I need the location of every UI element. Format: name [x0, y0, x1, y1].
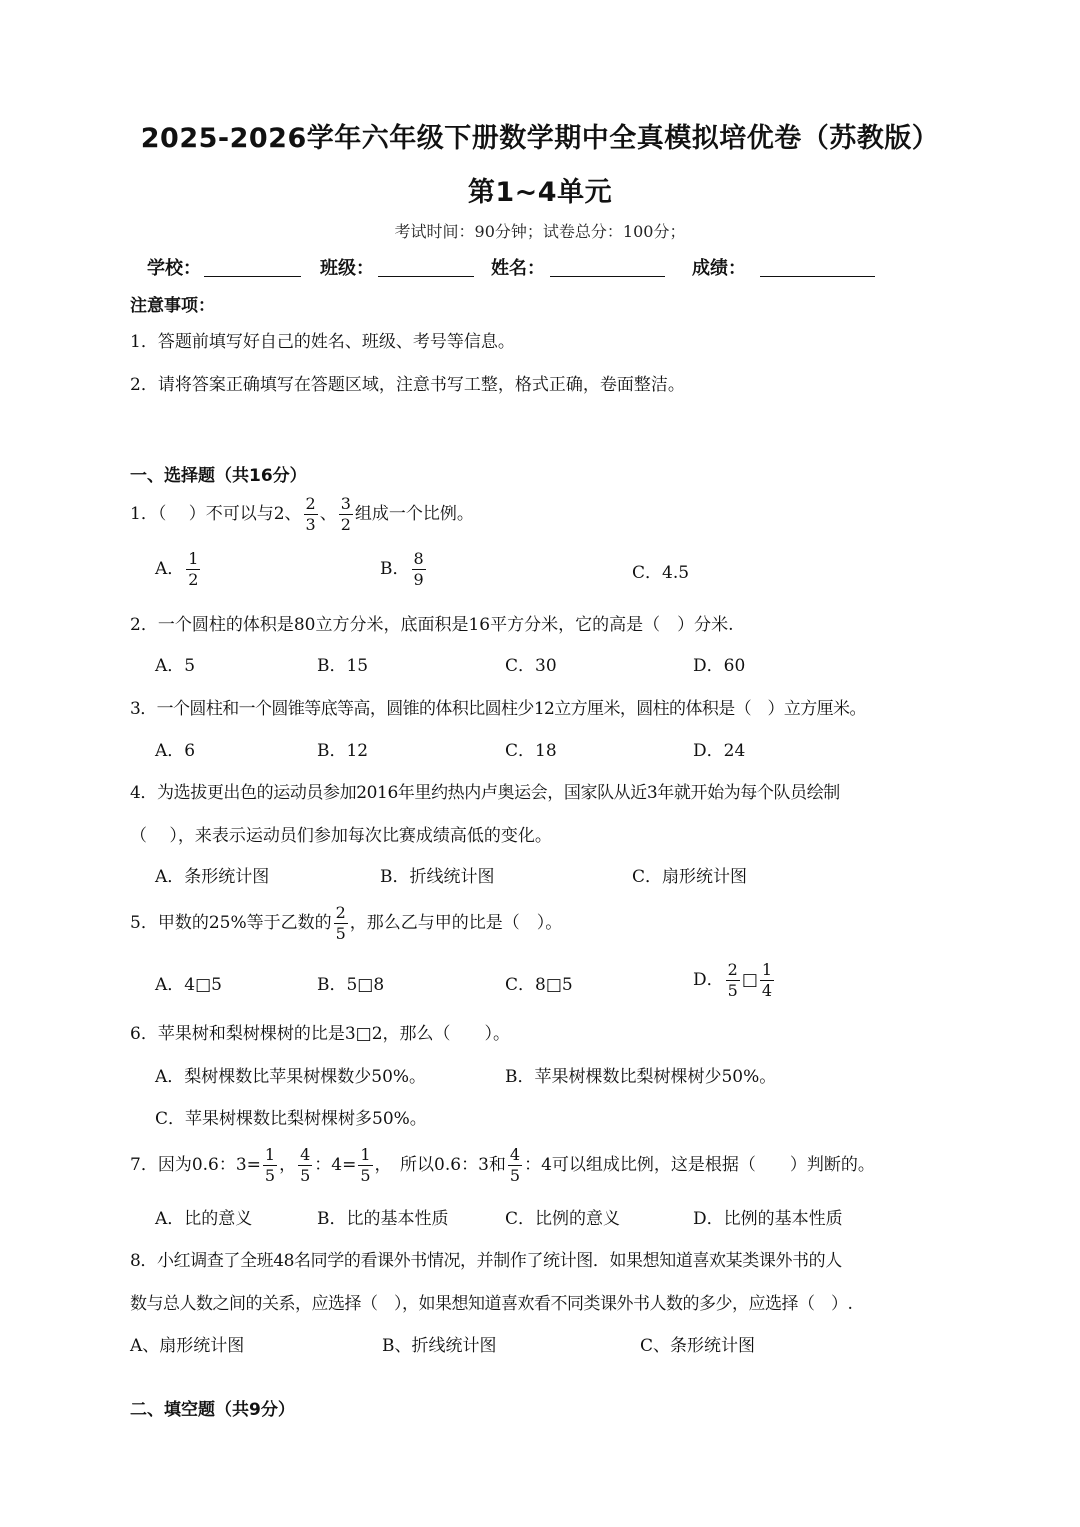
class-label: 班级：: [320, 258, 374, 279]
q7-option-d[interactable]: D．比例的基本性质: [693, 1209, 843, 1229]
q3-option-b[interactable]: B．12: [317, 741, 369, 761]
question-6: 6．苹果树和梨树棵树的比是3□2，那么（ ）。: [130, 1024, 511, 1044]
numerator: 2: [305, 494, 316, 513]
q4-option-a[interactable]: A．条形统计图: [155, 867, 270, 887]
q3-option-a[interactable]: A．6: [155, 741, 196, 761]
fraction: [339, 496, 353, 533]
q1-option-a[interactable]: [155, 547, 202, 591]
fraction: [358, 1147, 372, 1184]
option-label: D．: [693, 970, 724, 990]
q4-option-b[interactable]: B．折线统计图: [380, 867, 495, 887]
score-blank[interactable]: [760, 276, 875, 277]
q8-option-c[interactable]: C、条形统计图: [640, 1336, 756, 1356]
numerator: 1: [761, 960, 773, 979]
q3-option-c[interactable]: C．18: [505, 741, 557, 761]
notes-heading: 注意事项：: [130, 296, 215, 316]
q5-text-post: ，那么乙与甲的比是（ ）。: [349, 913, 563, 933]
q1-option-c[interactable]: C．4.5: [632, 563, 690, 583]
q5-option-d[interactable]: [693, 958, 776, 1002]
numerator: 4: [300, 1145, 311, 1164]
fraction: [263, 1147, 277, 1184]
numerator: 1: [360, 1145, 371, 1164]
denominator: 5: [727, 981, 738, 1000]
q5-option-a[interactable]: A．4□5: [155, 975, 222, 995]
name-label: 姓名：: [491, 258, 545, 279]
q7-text-mid: ， 所以0.6：3和: [374, 1155, 506, 1175]
numerator: 2: [727, 960, 738, 979]
q1-option-b[interactable]: [380, 547, 428, 591]
q5-option-c[interactable]: C．8□5: [505, 975, 573, 995]
q2-option-b[interactable]: B．15: [317, 656, 369, 676]
denominator: 5: [360, 1166, 371, 1185]
denominator: 5: [264, 1166, 276, 1185]
q4-option-c[interactable]: C．扇形统计图: [632, 867, 748, 887]
fraction: [334, 905, 348, 942]
denominator: 5: [300, 1166, 311, 1185]
section2-heading: 二、填空题（共9分）: [130, 1400, 295, 1420]
school-blank[interactable]: [204, 276, 301, 277]
q3-option-d[interactable]: D．24: [693, 741, 746, 761]
question-2: 2．一个圆柱的体积是80立方分米，底面积是16平方分米，它的高是（ ）分米.: [130, 615, 734, 635]
q1-text-pre: 1．（ ）不可以与2、: [130, 504, 302, 524]
question-7: [130, 1142, 875, 1188]
numerator: 3: [340, 494, 351, 513]
denominator: 3: [305, 515, 316, 534]
q7-text-mid: ：4=: [314, 1155, 357, 1175]
exam-unit-title: 第1~4单元: [467, 177, 613, 208]
exam-subtitle: 考试时间：90分钟；试卷总分：100分；: [394, 222, 686, 241]
q2-option-a[interactable]: A．5: [155, 656, 196, 676]
q1-text-post: 组成一个比例。: [354, 504, 474, 524]
q6-option-b[interactable]: B．苹果树棵数比梨树棵树少50%。: [505, 1067, 777, 1087]
q5-option-b[interactable]: B．5□8: [317, 975, 385, 995]
q7-option-a[interactable]: A．比的意义: [155, 1209, 253, 1229]
denominator: 5: [335, 924, 346, 943]
fraction: [304, 496, 318, 533]
q8-option-a[interactable]: A、扇形统计图: [130, 1336, 245, 1356]
note-item: 1．答题前填写好自己的姓名、班级、考号等信息。: [130, 332, 515, 352]
class-blank[interactable]: [378, 276, 474, 277]
denominator: 5: [509, 1166, 521, 1185]
option-label: B．: [380, 559, 410, 579]
separator: □: [741, 970, 758, 990]
q6-option-c[interactable]: C．苹果树棵数比梨树棵树多50%。: [155, 1109, 427, 1129]
name-blank[interactable]: [550, 276, 665, 277]
numerator: 1: [188, 549, 199, 568]
fraction: [298, 1147, 312, 1184]
fraction: [760, 962, 774, 999]
numerator: 2: [335, 903, 346, 922]
denominator: 2: [188, 570, 199, 589]
note-item: 2．请将答案正确填写在答题区域，注意书写工整，格式正确，卷面整洁。: [130, 375, 685, 395]
q7-text-post: ：4可以组成比例，这是根据（ ）判断的。: [524, 1155, 875, 1175]
question-3: 3．一个圆柱和一个圆锥等底等高，圆锥的体积比圆柱少12立方厘米，圆柱的体积是（ ）立方厘米。: [130, 699, 866, 719]
separator: 、: [319, 504, 337, 524]
numerator: 4: [509, 1145, 521, 1164]
q7-option-c[interactable]: C．比例的意义: [505, 1209, 621, 1229]
q7-text-pre: 7．因为0.6：3=: [130, 1155, 261, 1175]
denominator: 9: [413, 570, 424, 589]
q8-option-b[interactable]: B、折线统计图: [382, 1336, 497, 1356]
option-label: A．: [155, 559, 185, 579]
question-5: [130, 900, 562, 946]
question-8-line1: 8．小红调查了全班48名同学的看课外书情况，并制作了统计图．如果想知道喜欢某类课外书的人: [130, 1251, 842, 1271]
score-label: 成绩：: [692, 258, 746, 279]
fraction: [412, 551, 426, 588]
student-info-row: [0, 254, 1080, 284]
q7-option-b[interactable]: B．比的基本性质: [317, 1209, 449, 1229]
denominator: 2: [340, 515, 351, 534]
numerator: 8: [413, 549, 424, 568]
question-4-line2: （ ），来表示运动员们参加每次比赛成绩高低的变化。: [130, 826, 552, 846]
fraction: [508, 1147, 522, 1184]
question-8-line2: 数与总人数之间的关系，应选择（ ），如果想知道喜欢看不同类课外书人数的多少，应选择（ ）.: [130, 1294, 853, 1314]
exam-title: 2025-2026学年六年级下册数学期中全真模拟培优卷（苏教版）: [140, 123, 940, 154]
school-label: 学校：: [147, 258, 201, 279]
q2-option-c[interactable]: C．30: [505, 656, 557, 676]
fraction: [726, 962, 740, 999]
denominator: 4: [761, 981, 773, 1000]
fraction: [186, 551, 200, 588]
section1-heading: 一、选择题（共16分）: [130, 466, 307, 486]
q5-text-pre: 5．甲数的25%等于乙数的: [130, 913, 332, 933]
q6-option-a[interactable]: A．梨树棵数比苹果树棵数少50%。: [155, 1067, 427, 1087]
question-1: [130, 491, 474, 537]
numerator: 1: [264, 1145, 276, 1164]
q7-text-mid: ，: [279, 1155, 297, 1175]
question-4-line1: 4．为选拔更出色的运动员参加2016年里约热内卢奥运会，国家队从近3年就开始为每个队员绘制: [130, 783, 840, 803]
q2-option-d[interactable]: D．60: [693, 656, 746, 676]
